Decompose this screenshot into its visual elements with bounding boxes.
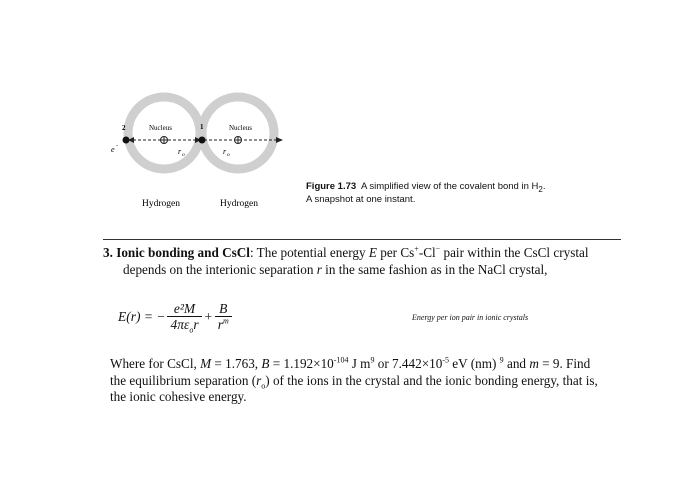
nucleus-right-icon	[235, 137, 242, 144]
electron-number-1: 1	[200, 123, 204, 131]
eq-plus: +	[203, 308, 213, 324]
w-t6: eV (nm)	[449, 356, 500, 371]
where-line-3: the ionic cohesive energy.	[110, 389, 247, 404]
ro-left-label: r	[178, 147, 182, 156]
w-t4: J m	[348, 356, 371, 371]
w-ro: r	[256, 372, 262, 388]
problem-line-1	[103, 245, 589, 260]
w-t8: = 9. Find	[538, 356, 591, 371]
electron-charge: -	[116, 143, 118, 149]
hydrogen-ring-right	[202, 97, 274, 169]
eq-fraction-2	[215, 301, 232, 332]
covalent-bond-figure	[100, 88, 310, 218]
ro-right-sub: o	[227, 152, 230, 158]
intro-b: per Cs	[376, 245, 415, 260]
figure-caption	[306, 180, 545, 206]
caption-line-1	[306, 180, 545, 193]
var-r: r	[316, 262, 322, 277]
problem-line-2	[103, 261, 623, 278]
electron-label: e	[111, 145, 115, 154]
w-t3: = 1.192×10	[269, 356, 334, 371]
electron-2-icon	[123, 137, 130, 144]
w-t7: and	[503, 356, 530, 371]
equation-label: Energy per ion pair in ionic crystals	[412, 313, 529, 322]
where-line-2	[110, 373, 630, 390]
nucleus-left-icon	[161, 137, 168, 144]
eq-num-2: B	[215, 301, 232, 317]
eq-den-2-main: r	[217, 317, 223, 332]
electron-number-2: 2	[122, 124, 126, 132]
intro-c: -Cl	[418, 245, 436, 260]
var-E: E	[368, 245, 377, 260]
where-paragraph	[110, 356, 630, 406]
cs-charge: +	[414, 244, 419, 254]
nucleus-left-label: Nucleus	[149, 124, 172, 132]
caption-sub: 2	[538, 184, 543, 194]
w-t1: Where for CsCl,	[110, 356, 201, 371]
w-B: B	[261, 356, 270, 371]
where-line-1	[110, 356, 630, 373]
w-exp4: 9	[499, 355, 504, 365]
problem-heading: 3. Ionic bonding and CsCl	[103, 245, 250, 260]
caption-period: .	[542, 181, 546, 192]
line2-b: in the same fashion as in the NaCl crystal,	[321, 262, 548, 277]
w-ro-sub: o	[261, 381, 266, 391]
w-m: m	[529, 356, 539, 371]
hydrogen-right-label: Hydrogen	[220, 199, 258, 209]
w-exp2: 9	[370, 355, 375, 365]
eq-den-1-tail: r	[193, 317, 199, 332]
hydrogen-ring-left	[128, 97, 200, 169]
eq-den-1-sub: o	[189, 325, 194, 335]
eq-den-1	[167, 317, 201, 335]
eq-fraction-1	[167, 301, 201, 335]
w-line2a: the equilibrium separation (	[110, 372, 257, 388]
ro-left-sub: o	[182, 152, 185, 158]
caption-text-1: A simplified view of the covalent bond in H	[360, 181, 539, 192]
eq-den-2-sup: m	[222, 316, 229, 326]
cl-charge: −	[435, 244, 441, 254]
energy-equation	[118, 301, 234, 335]
arrowhead-right	[276, 137, 283, 143]
w-t2: = 1.763,	[211, 356, 262, 371]
eq-num-1: e²M	[167, 301, 201, 317]
ro-right-label: r	[223, 147, 227, 156]
w-exp3: -5	[442, 355, 449, 365]
eq-den-1-main: 4πε	[170, 317, 190, 332]
electron-1-icon	[199, 137, 206, 144]
hydrogen-left-label: Hydrogen	[142, 199, 180, 209]
line2-a: depends on the interionic separation	[123, 262, 317, 277]
w-M: M	[200, 356, 212, 371]
eq-den-2	[215, 317, 232, 332]
w-exp1: -104	[333, 355, 349, 365]
intro-d: pair within the CsCl crystal	[440, 245, 589, 260]
caption-line-2: A snapshot at one instant.	[306, 194, 416, 205]
w-t5: or 7.442×10	[374, 356, 443, 371]
nucleus-right-label: Nucleus	[229, 124, 252, 132]
intro-a: : The potential energy	[249, 245, 369, 260]
section-divider	[103, 239, 621, 240]
w-line2b: ) of the ions in the crystal and the ionic bonding energy, that is,	[265, 372, 598, 388]
caption-label: Figure 1.73	[306, 181, 357, 192]
problem-statement	[103, 244, 623, 278]
eq-lhs: E(r) = −	[118, 308, 166, 324]
